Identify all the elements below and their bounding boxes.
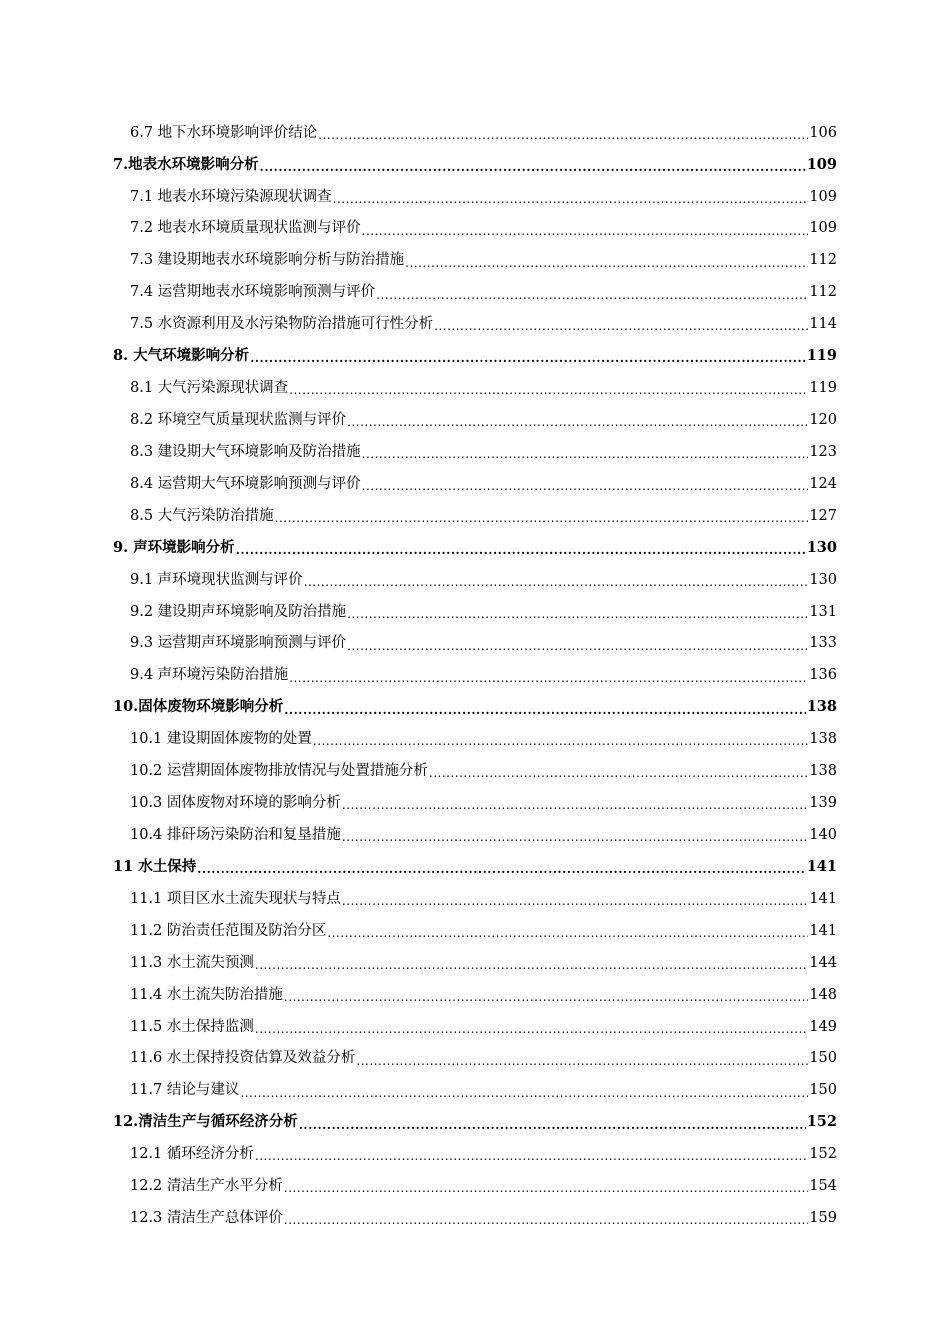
toc-entry-page-number: 139 [809, 795, 837, 812]
toc-entry-page-number: 109 [806, 155, 837, 173]
table-of-contents [113, 117, 837, 1234]
toc-entry-page-number: 152 [806, 1113, 837, 1131]
toc-dot-leader [362, 225, 809, 237]
toc-dot-leader [255, 1023, 808, 1035]
toc-dot-leader [289, 384, 808, 396]
toc-dot-leader [197, 863, 805, 875]
toc-section-entry[interactable] [113, 819, 837, 851]
toc-dot-leader [284, 1214, 808, 1226]
toc-entry-page-number: 131 [809, 603, 837, 620]
toc-dot-leader [376, 289, 808, 301]
toc-section-entry[interactable] [113, 468, 837, 500]
toc-entry-title: 7.2 地表水环境质量现状监测与评价 [130, 220, 361, 237]
toc-entry-page-number: 138 [806, 698, 837, 716]
toc-entry-page-number: 112 [809, 284, 837, 301]
toc-dot-leader [347, 640, 808, 652]
toc-entry-page-number: 138 [809, 763, 837, 780]
toc-entry-title: 11.6 水土保持投资估算及效益分析 [130, 1050, 356, 1067]
toc-entry-page-number: 109 [809, 188, 837, 205]
toc-entry-title: 11.7 结论与建议 [130, 1082, 240, 1099]
toc-chapter-entry[interactable] [113, 1107, 837, 1139]
toc-dot-leader [255, 959, 808, 971]
toc-entry-page-number: 130 [809, 571, 837, 588]
toc-dot-leader [250, 352, 806, 364]
toc-dot-leader [342, 831, 808, 843]
toc-dot-leader [347, 416, 808, 428]
toc-entry-page-number: 140 [809, 826, 837, 843]
toc-entry-page-number: 136 [809, 667, 837, 684]
toc-dot-leader [275, 512, 809, 524]
toc-section-entry[interactable] [113, 1139, 837, 1171]
toc-dot-leader [260, 161, 806, 173]
toc-entry-page-number: 141 [809, 922, 837, 939]
toc-entry-title: 11.1 项目区水土流失现状与特点 [130, 890, 341, 907]
toc-dot-leader [304, 576, 809, 588]
toc-section-entry[interactable] [113, 213, 837, 245]
toc-section-entry[interactable] [113, 404, 837, 436]
toc-entry-page-number: 114 [809, 316, 837, 333]
toc-entry-title: 12.1 循环经济分析 [130, 1146, 254, 1163]
toc-entry-title: 8.1 大气污染源现状调查 [130, 380, 289, 397]
toc-section-entry[interactable] [113, 1170, 837, 1202]
toc-entry-page-number: 144 [809, 954, 837, 971]
toc-entry-page-number: 150 [809, 1050, 837, 1067]
toc-entry-title: 10.1 建设期固体废物的处置 [130, 731, 312, 748]
toc-entry-page-number: 141 [809, 890, 837, 907]
toc-chapter-entry[interactable] [113, 851, 837, 883]
toc-entry-title: 11.5 水土保持监测 [130, 1018, 254, 1035]
toc-entry-page-number: 119 [806, 347, 837, 365]
toc-entry-title: 8. 大气环境影响分析 [113, 347, 250, 365]
toc-dot-leader [362, 448, 809, 460]
toc-dot-leader [434, 320, 808, 332]
toc-entry-page-number: 148 [809, 986, 837, 1003]
toc-section-entry[interactable] [113, 947, 837, 979]
toc-entry-title: 11.3 水土流失预测 [130, 954, 254, 971]
toc-entry-title: 12.3 清洁生产总体评价 [130, 1210, 283, 1227]
toc-entry-page-number: 123 [809, 443, 837, 460]
toc-dot-leader [429, 767, 808, 779]
toc-section-entry[interactable] [113, 1011, 837, 1043]
toc-entry-page-number: 130 [806, 538, 837, 556]
toc-entry-title: 12.清洁生产与循环经济分析 [113, 1113, 298, 1131]
toc-dot-leader [356, 1055, 808, 1067]
toc-dot-leader [347, 608, 808, 620]
toc-dot-leader [342, 799, 808, 811]
toc-entry-title: 9. 声环境影响分析 [113, 538, 235, 556]
toc-section-entry[interactable] [113, 500, 837, 532]
toc-dot-leader [362, 480, 809, 492]
toc-entry-page-number: 149 [809, 1018, 837, 1035]
toc-entry-title: 10.固体废物环境影响分析 [113, 698, 284, 716]
toc-dot-leader [405, 257, 808, 269]
toc-section-entry[interactable] [113, 1043, 837, 1075]
toc-entry-page-number: 112 [809, 252, 837, 269]
toc-section-entry[interactable] [113, 979, 837, 1011]
toc-entry-title: 7.4 运营期地表水环境影响预测与评价 [130, 284, 376, 301]
toc-section-entry[interactable] [113, 1202, 837, 1234]
toc-entry-title: 11.2 防治责任范围及防治分区 [130, 922, 327, 939]
toc-section-entry[interactable] [113, 724, 837, 756]
toc-dot-leader [333, 193, 809, 205]
toc-section-entry[interactable] [113, 883, 837, 915]
toc-entry-page-number: 120 [809, 412, 837, 428]
toc-entry-page-number: 138 [809, 731, 837, 748]
toc-section-entry[interactable] [113, 372, 837, 404]
toc-entry-title: 7.1 地表水环境污染源现状调查 [130, 188, 332, 205]
toc-section-entry[interactable] [113, 117, 837, 149]
toc-section-entry[interactable] [113, 309, 837, 341]
toc-entry-page-number: 109 [809, 220, 837, 237]
toc-dot-leader [284, 704, 805, 716]
toc-entry-page-number: 154 [809, 1178, 837, 1195]
toc-dot-leader [284, 1182, 808, 1194]
toc-entry-title: 8.5 大气污染防治措施 [130, 507, 274, 524]
toc-entry-title: 8.4 运营期大气环境影响预测与评价 [130, 475, 361, 492]
toc-dot-leader [236, 544, 806, 556]
toc-entry-page-number: 159 [809, 1210, 837, 1227]
toc-chapter-entry[interactable] [113, 149, 837, 181]
toc-chapter-entry[interactable] [113, 340, 837, 372]
toc-section-entry[interactable] [113, 628, 837, 660]
toc-dot-leader [289, 672, 808, 684]
toc-dot-leader [327, 927, 808, 939]
toc-section-entry[interactable] [113, 660, 837, 692]
toc-dot-leader [342, 895, 808, 907]
toc-section-entry[interactable] [113, 436, 837, 468]
toc-entry-page-number: 124 [809, 475, 837, 492]
toc-entry-title: 9.2 建设期声环境影响及防治措施 [130, 603, 347, 620]
toc-section-entry[interactable] [113, 245, 837, 277]
toc-entry-title: 8.2 环境空气质量现状监测与评价 [130, 412, 347, 428]
toc-entry-page-number: 152 [809, 1146, 837, 1163]
toc-dot-leader [240, 1087, 808, 1099]
toc-entry-page-number: 106 [809, 124, 837, 141]
toc-entry-title: 8.3 建设期大气环境影响及防治措施 [130, 443, 361, 460]
toc-entry-title: 7.地表水环境影响分析 [113, 155, 259, 173]
toc-section-entry[interactable] [113, 915, 837, 947]
toc-entry-page-number: 141 [806, 857, 837, 875]
toc-section-entry[interactable] [113, 787, 837, 819]
toc-entry-title: 11.4 水土流失防治措施 [130, 986, 283, 1003]
toc-entry-title: 10.4 排矸场污染防治和复垦措施 [130, 826, 341, 843]
toc-entry-page-number: 133 [809, 635, 837, 652]
toc-entry-title: 10.2 运营期固体废物排放情况与处置措施分析 [130, 763, 428, 780]
toc-section-entry[interactable] [113, 596, 837, 628]
toc-dot-leader [313, 735, 808, 747]
toc-entry-title: 6.7 地下水环境影响评价结论 [130, 124, 318, 141]
toc-section-entry[interactable] [113, 181, 837, 213]
toc-entry-title: 9.1 声环境现状监测与评价 [130, 571, 303, 588]
toc-entry-title: 9.4 声环境污染防治措施 [130, 667, 289, 684]
toc-entry-title: 11 水土保持 [113, 857, 197, 875]
toc-dot-leader [318, 129, 808, 141]
toc-dot-leader [299, 1119, 806, 1131]
toc-entry-title: 7.3 建设期地表水环境影响分析与防治措施 [130, 252, 405, 269]
toc-chapter-entry[interactable] [113, 692, 837, 724]
toc-section-entry[interactable] [113, 564, 837, 596]
toc-dot-leader [284, 991, 808, 1003]
toc-section-entry[interactable] [113, 1075, 837, 1107]
toc-entry-page-number: 119 [809, 380, 837, 397]
toc-entry-title: 10.3 固体废物对环境的影响分析 [130, 795, 341, 812]
toc-chapter-entry[interactable] [113, 532, 837, 564]
toc-section-entry[interactable] [113, 277, 837, 309]
toc-dot-leader [255, 1150, 808, 1162]
toc-entry-title: 12.2 清洁生产水平分析 [130, 1178, 283, 1195]
toc-section-entry[interactable] [113, 755, 837, 787]
toc-entry-page-number: 150 [809, 1082, 837, 1099]
toc-entry-page-number: 127 [809, 507, 837, 524]
toc-entry-title: 9.3 运营期声环境影响预测与评价 [130, 635, 347, 652]
toc-entry-title: 7.5 水资源利用及水污染物防治措施可行性分析 [130, 316, 434, 333]
